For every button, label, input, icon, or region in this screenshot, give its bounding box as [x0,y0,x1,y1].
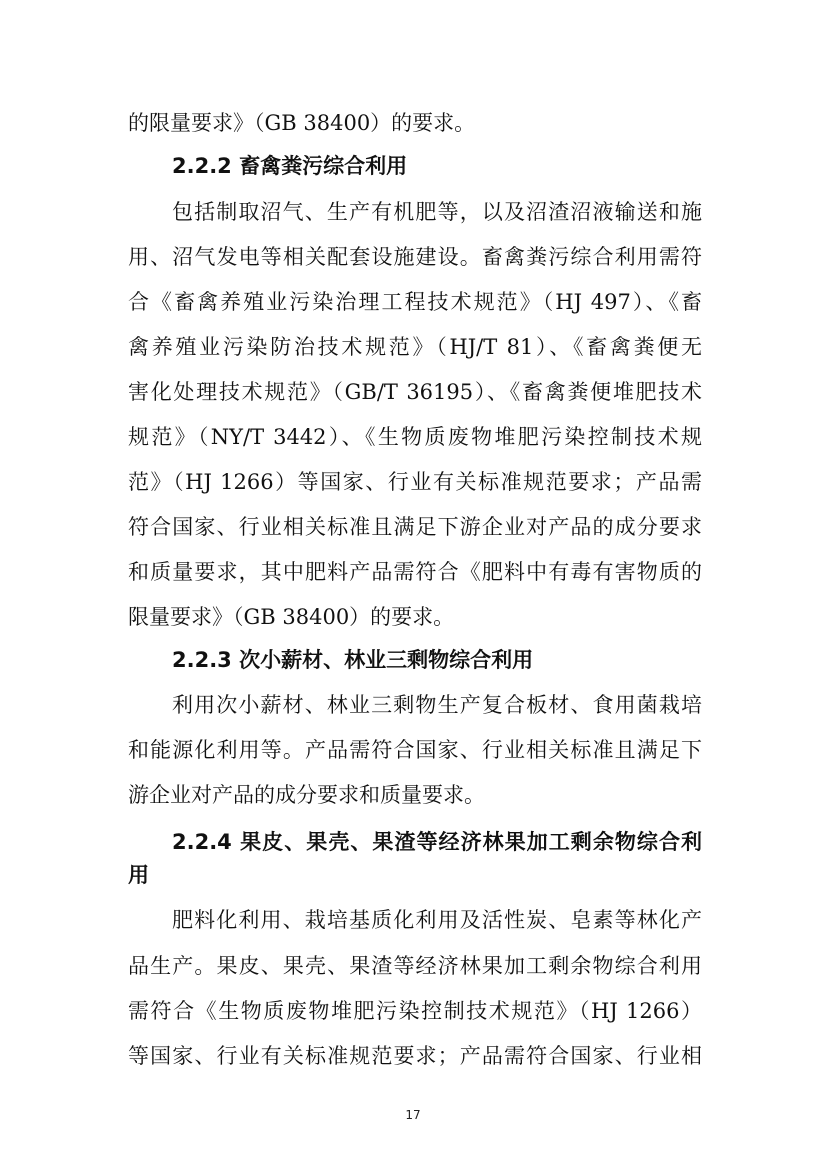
paragraph-line: 害化处理技术规范》（GB/T 36195）、《畜禽粪便堆肥技术 [128,380,702,404]
paragraph-line: 的限量要求》（GB 38400）的要求。 [128,111,476,135]
section-heading-2-2-2: 2.2.2 畜禽粪污综合利用 [172,154,408,178]
section-heading-2-2-3: 2.2.3 次小薪材、林业三剩物综合利用 [172,648,534,672]
paragraph-line: 用、沼气发电等相关配套设施建设。畜禽粪污综合利用需符 [128,245,702,269]
paragraph-line: 合《畜禽养殖业污染治理工程技术规范》（HJ 497）、《畜 [128,290,702,314]
section-heading-2-2-4: 2.2.4 果皮、果壳、果渣等经济林果加工剩余物综合利 [172,830,702,854]
paragraph-line: 限量要求》（GB 38400）的要求。 [128,605,455,629]
paragraph-line: 符合国家、行业相关标准且满足下游企业对产品的成分要求 [128,515,702,539]
paragraph-line: 规范》（NY/T 3442）、《生物质废物堆肥污染控制技术规 [128,425,702,449]
paragraph-line: 禽养殖业污染防治技术规范》（HJ/T 81）、《畜禽粪便无 [128,335,702,359]
paragraph-line: 游企业对产品的成分要求和质量要求。 [128,783,485,807]
paragraph-line: 等国家、行业有关标准规范要求；产品需符合国家、行业相 [128,1044,702,1068]
paragraph-line: 和质量要求，其中肥料产品需符合《肥料中有毒有害物质的 [128,560,702,584]
paragraph-line: 利用次小薪材、林业三剩物生产复合板材、食用菌栽培 [172,693,702,717]
paragraph-line: 和能源化利用等。产品需符合国家、行业相关标准且满足下 [128,738,702,762]
paragraph-line: 肥料化利用、栽培基质化利用及活性炭、皂素等林化产 [172,908,702,932]
section-heading-2-2-4-continued: 用 [128,863,149,887]
paragraph-line: 范》（HJ 1266）等国家、行业有关标准规范要求；产品需 [128,470,702,494]
paragraph-line: 包括制取沼气、生产有机肥等，以及沼渣沼液输送和施 [172,200,702,224]
paragraph-line: 品生产。果皮、果壳、果渣等经济林果加工剩余物综合利用 [128,954,702,978]
paragraph-line: 需符合《生物质废物堆肥污染控制技术规范》（HJ 1266） [128,999,702,1023]
page-number: 17 [405,1108,421,1122]
